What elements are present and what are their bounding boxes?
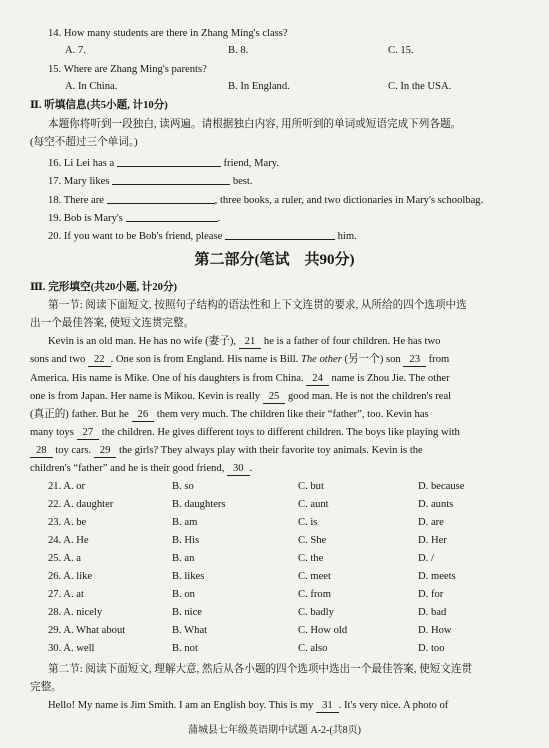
option-25-a[interactable]: 25. A. a [48,553,81,564]
q14-option-b: B. 8. [228,45,249,56]
answer-blank-17[interactable] [112,173,230,185]
part-2-title: 第二部分(笔试 共90分) [194,252,355,268]
passage-line-2: sons and two 22 . One son is from England. His name is Bill. The other (另一个) son 23 from [30,354,450,365]
option-22-b[interactable]: B. daughters [172,499,226,510]
q15-option-c: C. In the USA. [388,81,452,92]
section-3-instruction-cont: 出一个最佳答案, 使短文连贯完整。 [30,318,195,329]
question-18: 18. There are , three books, a ruler, and two dictionaries in Mary's schoolbag. [48,192,483,208]
option-23-c[interactable]: C. is [298,517,318,528]
passage-line-4: one is from Japan. Her name is Mikou. Kevin is really 25 good man. He is not the children's real [30,391,452,402]
question-16: 16. Li Lei has a friend, Mary. [48,155,279,171]
option-26-a[interactable]: 26. A. like [48,571,93,582]
section-2-instruction-cont: (每空不超过三个单词。) [30,137,138,148]
option-29-c[interactable]: C. How old [298,625,348,636]
blank-24[interactable]: 24 [306,373,329,386]
section-3b-instruction-cont: 完整。 [30,682,62,693]
section-3-heading: Ⅲ. 完形填空(共20小题, 计20分) [30,282,178,293]
q14-option-a: A. 7. [65,45,86,56]
option-21-b[interactable]: B. so [172,481,194,492]
option-22-a[interactable]: 22. A. daughter [48,499,114,510]
option-22-c[interactable]: C. aunt [298,499,329,510]
page-footer: 蒲城县七年级英语期中试题 A-2-(共8页) [187,725,362,736]
option-28-b[interactable]: B. nice [172,607,203,618]
section-2-heading: Ⅱ. 听填信息(共5小题, 计10分) [30,100,168,111]
option-23-d[interactable]: D. are [418,517,444,528]
option-23-b[interactable]: B. am [172,517,198,528]
option-26-d[interactable]: D. meets [418,571,456,582]
blank-25[interactable]: 25 [263,391,286,404]
option-23-a[interactable]: 23. A. be [48,517,87,528]
section-3-instruction: 第一节: 阅读下面短文, 按照句子结构的语法性和上下文连贯的要求, 从所给的四个选项中选 [48,300,467,311]
answer-blank-20[interactable] [225,228,335,240]
option-28-d[interactable]: D. bad [418,607,447,618]
option-25-b[interactable]: B. an [172,553,195,564]
option-22-d[interactable]: D. aunts [418,499,454,510]
blank-31[interactable]: 31 [316,700,339,713]
q15-option-b: B. In England. [228,81,290,92]
option-29-d[interactable]: D. How [418,625,452,636]
blank-30[interactable]: 30 [227,463,250,476]
option-21-c[interactable]: C. but [298,481,324,492]
question-15: 15. Where are Zhang Ming's parents? [48,64,207,75]
option-29-b[interactable]: B. What [172,625,208,636]
option-30-c[interactable]: C. also [298,643,328,654]
question-17: 17. Mary likes best. [48,173,253,189]
option-24-d[interactable]: D. Her [418,535,447,546]
option-24-b[interactable]: B. His [172,535,200,546]
passage-2-line-1: Hello! My name is Jim Smith. I am an English boy. This is my 31 . It's very nice. A photo of [48,700,449,711]
option-27-a[interactable]: 27. A. at [48,589,84,600]
blank-26[interactable]: 26 [132,409,155,422]
question-20: 20. If you want to be Bob's friend, please him. [48,228,357,244]
option-29-a[interactable]: 29. A. What about [48,625,126,636]
option-25-d[interactable]: D. / [418,553,434,564]
question-19: 19. Bob is Mary's . [48,210,220,226]
option-25-c[interactable]: C. the [298,553,324,564]
blank-27[interactable]: 27 [77,427,100,440]
option-30-a[interactable]: 30. A. well [48,643,95,654]
option-28-c[interactable]: C. badly [298,607,334,618]
section-3b-instruction: 第二节: 阅读下面短文, 理解大意, 然后从各小题的四个选项中选出一个最佳答案, 使短文连贯 [48,664,473,675]
answer-blank-18[interactable] [107,192,215,204]
option-26-b[interactable]: B. likes [172,571,205,582]
option-26-c[interactable]: C. meet [298,571,331,582]
passage-line-6: many toys 27 the children. He gives different toys to different children. The boys like playing with [30,427,460,438]
option-24-c[interactable]: C. She [298,535,327,546]
option-27-b[interactable]: B. on [172,589,195,600]
option-28-a[interactable]: 28. A. nicely [48,607,103,618]
answer-blank-19[interactable] [126,210,218,222]
option-30-d[interactable]: D. too [418,643,445,654]
section-2-instruction: 本题你将听到一段独白, 读两遍。请根据独白内容, 用所听到的单词或短语完成下列各题。 [48,119,462,130]
answer-blank-16[interactable] [117,155,221,167]
question-14: 14. How many students are there in Zhang Ming's class? [48,28,288,39]
blank-21[interactable]: 21 [239,336,262,349]
option-27-c[interactable]: C. from [298,589,331,600]
passage-line-8: children's “father” and he is their good friend, 30 . [30,463,253,474]
passage-line-3: America. His name is Mike. One of his daughters is from China. 24 name is Zhou Jie. The other [30,373,450,384]
blank-29[interactable]: 29 [94,445,117,458]
option-27-d[interactable]: D. for [418,589,444,600]
q15-option-a: A. In China. [65,81,118,92]
option-21-d[interactable]: D. because [418,481,465,492]
q14-option-c: C. 15. [388,45,414,56]
option-30-b[interactable]: B. not [172,643,198,654]
passage-line-1: Kevin is an old man. He has no wife (妻子), 21 he is a father of four children. He has two [48,336,441,347]
option-24-a[interactable]: 24. A. He [48,535,89,546]
option-21-a[interactable]: 21. A. or [48,481,86,492]
blank-22[interactable]: 22 [88,354,111,367]
blank-28[interactable]: 28 [30,445,53,458]
blank-23[interactable]: 23 [403,354,426,367]
passage-line-7: 28 toy cars. 29 the girls? They always play with their favorite toy animals. Kevin is the [30,444,423,458]
passage-line-5: (真正的) father. But he 26 them very much. The children like their “father”, too. Kevin has [30,409,429,420]
